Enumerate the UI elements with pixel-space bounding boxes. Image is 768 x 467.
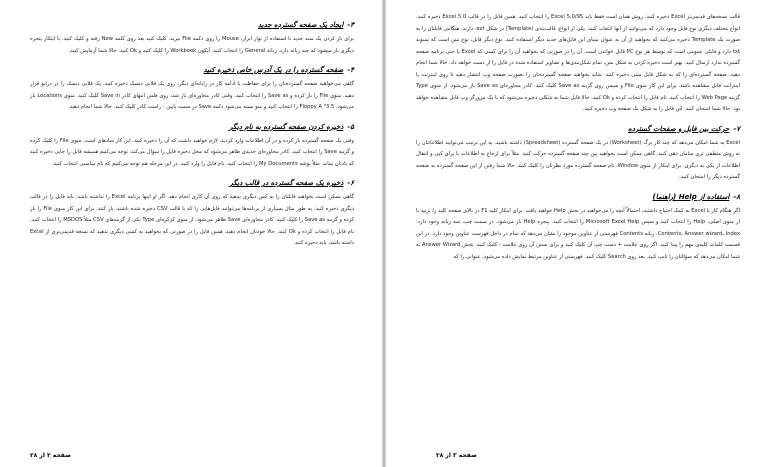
section-using-help: [416, 193, 740, 264]
section-number: ۵-: [347, 122, 354, 131]
section-heading: [416, 125, 740, 134]
left-page-content: [30, 12, 354, 437]
page-footer: صفحه ۲ از ۲۸: [30, 452, 71, 459]
section-heading: [416, 193, 740, 202]
section-create-spreadsheet: [30, 21, 354, 57]
section-save-location: [30, 66, 354, 114]
paragraph: Excel به شما امکان می‌دهد که چند کار برگ (Worksheet) در یک صفحه گسترده (Spreadsheet) داشته باشید. به این ترتیب می‌توانید اطلاعاتتان را به روش منطقی تری سامان دهی کنید. گاهی ممکن است بخواهید بین چند صفحه گسترده حرکت کنید. مثلاً برای ارجاع به اطلاعات یا برای کپی و انتقال اطلاعات از یکی به دیگری. برای اینکار از منوی Window، نام صفحه گسترده مورد نظرتان را کلیک کنید. حالا شما رفتن از این صفحه گسترده به صفحه گسترده دیگر را امتحان کنید.: [416, 139, 740, 180]
paragraph: برای باز کردن یک سند جدید با استفاده از نوار ابزار، Mouse را روی دکمه File ببرید، کلیک کنید بعد روی کلمه New رفته و کلیک کنید. با ایتکار پنجره دیگری باز میشود که چند زبانه دارد. زبانه General را انتخاب کنید. آیکون Workbook را کلیک کنید و Ok کنید. حالا شما آزمایش کنید.: [30, 36, 354, 54]
section-number: ۶-: [347, 179, 354, 187]
section-heading: [30, 21, 354, 30]
paragraph: قالب نسخه‌های قدیمی‌تر Excel ذخیره کنید. روش همان است فقط باید Excel 5.0/95 را انتخاب کنید. همین فایل را در قالب Excel 5.0 ذخیره کنید. انواع مختلف دیگری نوع فایل وجود دارد که می‌توانید از آنها انتخاب کنید. یکی از انواع، قالب‌بندی (Template) در شکل ext. دارند. هنگامی فایلتان را به صورت یک Template ذخیره می‌کنید که بخواهید از آن به عنوان مبنای این فایل‌های جدید دیگر استفاده کنید. نوع دیگر فایل، نوع متن است که پسوند txt دارد و فایلی عمومی است که توسط هر نوع PC قابل خواندن است. آن را در صورتی که بخواهید آن را برای کسی که Excel یا حتی برنامه صفحه گسترده ندارد ارسال کنید. بهتر است ذخیره کردن به شکل متن، تمام شکل‌بندی‌ها و تصاویر استفاده شده در فایل را از دست خواهد داد. حالا شما انجام دهید. صفحه گسترده‌ای را که به شکل فایل متنی ذخیره کنید. شاید بخواهید صفحه گسترده‌تان را بصورت صفحه وب انتشار دهید تا روی اینترنت یا اینترانت قابل مشاهده باشد. برای این کار منوی File و سپس روی گزینه Save as کلیک کنید. کادر محاوره‌ای Save as باز می‌شود. از منوی Type گزینه Web Page را انتخاب کنید. نام فایل را انتخاب کرده و Ok کنید. حالا فایل شما به شکلی ذخیره می‌شود که با یک مرورگر وب قابل مشاهده خواهد بود. حالا شما امتحان کنید. این فایل را به شکل یک صفحه وب ذخیره کنید.: [416, 14, 741, 112]
paragraph: گاهی ممکن است بخواهید فایلتان را به کس دیگری بدهید که روی آن کاری انجام دهد. اگر او اینها برنامه Excel را نداشته باشد، باید فایل را در قالب دیگری ذخیره کنید. به طور مثال بسیاری از برنامه‌ها می‌توانند فایل‌هایی را که با قالب CSV ذخیره شده باشند، باز کنند. برای این کار منوی File را باز کرده و گزینه Save as را کلیک کنید. کادر محاوره‌ای Save ظاهر می‌شود. از منوی کرکره‌ای Type یکی از گزینه‌های CSV مثلاً MSDOS را انتخاب کنید. نام فایل را انتخاب کرده و Ok کنید. حالا خودتان انجام دهید. همین فایل را در صورتی که بخواهید به کسی دیگری بدهید که نسخه قدیمی‌تری از Excel داشته باشد، باید ذخیره کنید.: [30, 194, 355, 246]
section-title: ذخیره کردن صفحه گسترده به نام دیگر: [229, 122, 344, 131]
section-number: ۴-: [347, 66, 354, 74]
paragraph: اگر هنگام کار با Excel به کمک احتیاج داشتید، احتمالاً آنچه را می‌خواهید در بخش Help خواهید یافت. برای اینکار کلید F1 در بالای صفحه کلید را بزنید یا از منوی اصلی، Help را انتخاب کنید و سپس Microsoft Excel Help را انتخاب کنید. پنجره Help باز می‌شود. در سمت چپ، سه زبانه وجود دارد: Contents، Answer wizard، Index. زبانه Contents فهرستی از عناوین موجود را نشان می‌دهد که تمام در داخل فهرست عناوین وجود دارد. در این قسمت کلمات کلیدی مهم را پیدا کنید. اگر روی علامت + دست چپ آن کلیک کنید و برای بستن آن روی علامت - کلیک کنید. بخش Answer Wizard به شما امکان می‌دهد که سؤالتان را تایپ کنید. بعد روی Search کلیک کنید. فهرستی از عناوین مرتبط نمایش داده می‌شود. عنوانی را که: [416, 207, 741, 260]
left-page: [0, 0, 383, 467]
section-heading: [30, 179, 354, 188]
page-footer: صفحه ۳ از ۲۸: [436, 452, 477, 459]
section-title: صفحه گسترده را در یک آدرس خاص ذخیره کنید: [203, 66, 344, 74]
section-move-between-files: [416, 125, 740, 184]
section-number: ۷-: [733, 124, 740, 133]
section-heading: [30, 123, 354, 132]
section-number: ۳-: [347, 21, 354, 29]
section-save-other-format: [30, 179, 354, 250]
section-number: ۸-: [733, 192, 740, 201]
section-title: ذخیره یک صفحه گسترده در قالب دیگر: [229, 179, 344, 187]
section-continued: [416, 12, 740, 116]
section-title: ایجاد یک صفحه گسترده جدید: [257, 21, 344, 29]
paragraph: گاهی می‌خواهید صفحه گسترده‌تان را برای حفاظت یا ادامه کار در رایانه‌ای دیگر، روی یک فلاپی دیسک ذخیره کنید. یک فلاپی دیسک را در درایو قرار دهید. منوی File را باز کرده و Save as را انتخاب کنید. وقتی کادر محاوره‌ای باز شد، روی فلش انتهای کادر Save in کلیک کنید. منوی Locations باز می‌شود. 3.5" Floppy A را انتخاب کنید و منو بسته می‌شود دکمه Save در سمت پایین - راست کادر کلیک کنید. حالا شما انجام دهید.: [30, 81, 354, 110]
section-heading: [30, 66, 354, 75]
section-title: استفاده از Help (راهنما): [652, 192, 730, 201]
section-save-as-name: [30, 123, 354, 171]
section-title: حرکت بین فایل و صفحات گسترده: [628, 124, 730, 133]
right-page-content: [416, 12, 740, 437]
right-page: [385, 0, 768, 467]
paragraph: وقتی یک صفحه گسترده باز کرده و در آن اطلاعات وارد کردید، لازم خواهید داشت که آن را ذخیره کنید. این کار سادهای است. منوی File را کلیک کرده و گزینه Save را انتخاب کنید. کادر محاوره‌ای جدیدی ظاهر می‌شود که محل ذخیره فایل را سؤال می‌کند. توجه می‌کنیم همیشه فایل را جایی ذخیره کنید که یادتان بماند. مثلاً پوشه My Documents را انتخاب کنید. نام فایل را وارد کنید. در این مرحله هم توجه می‌کنیم که نام مناسبی انتخاب کنید.: [30, 137, 354, 167]
